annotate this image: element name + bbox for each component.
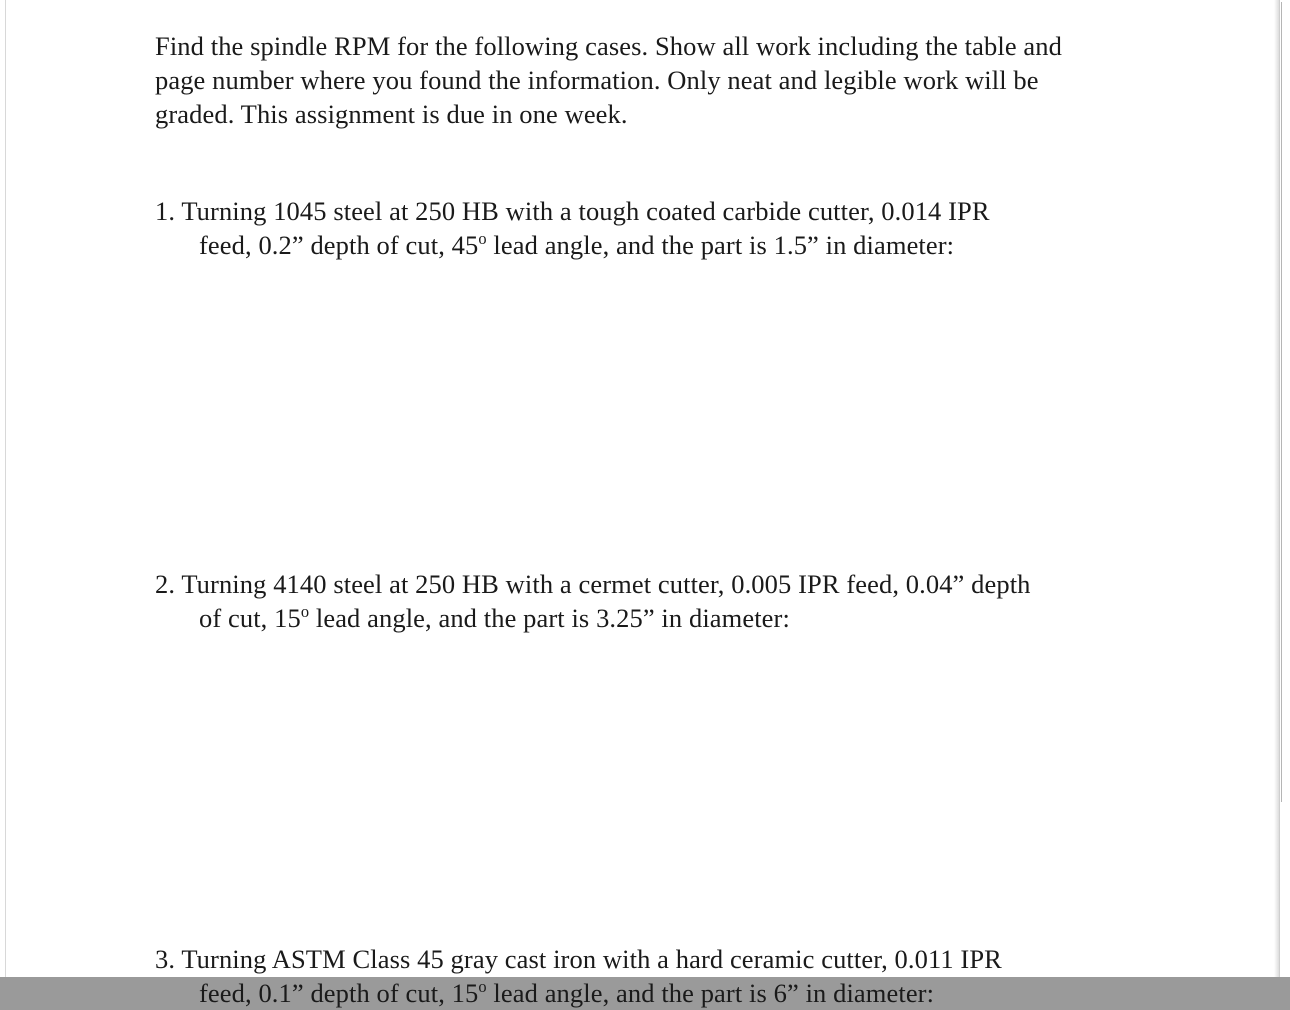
intro-paragraph: Find the spindle RPM for the following cases. Show all work including the table and page number where you found the information. Only neat and legible work will be graded. This assignment is due in one week. bbox=[155, 30, 1062, 129]
problem-3-line-1 bbox=[155, 942, 1145, 976]
problem-3-text-1: Turning ASTM Class 45 gray cast iron with a hard ceramic cutter, 0.011 IPR bbox=[181, 943, 1002, 974]
problem-1-text-1: Turning 1045 steel at 250 HB with a tough coated carbide cutter, 0.014 IPR bbox=[181, 195, 990, 226]
problem-2-line-2 bbox=[155, 601, 1120, 635]
problem-3-text-2b: lead angle, and the part is 6” in diameter: bbox=[486, 977, 935, 1008]
problem-1-number: 1. bbox=[155, 195, 176, 226]
problem-2-text-2a: of cut, 15 bbox=[199, 602, 301, 633]
problem-2-line-1 bbox=[155, 567, 1120, 601]
problem-item-1 bbox=[155, 194, 1145, 262]
problem-2-number: 2. bbox=[155, 568, 176, 599]
problem-1-line-1 bbox=[155, 194, 1145, 228]
page-right-margin bbox=[1279, 0, 1290, 977]
scrollbar-thumb[interactable] bbox=[1281, 2, 1289, 802]
problem-3-line-2 bbox=[155, 976, 1145, 1010]
problem-3-number: 3. bbox=[155, 943, 176, 974]
degree-symbol-icon: o bbox=[300, 601, 310, 621]
problem-item-2 bbox=[155, 567, 1120, 635]
document-body bbox=[155, 0, 1145, 1010]
problem-item-3 bbox=[155, 942, 1145, 1010]
page-left-margin bbox=[0, 0, 6, 977]
problem-1-text-2a: feed, 0.2” depth of cut, 45 bbox=[199, 229, 479, 260]
degree-symbol-icon: o bbox=[478, 976, 487, 996]
problem-1-text-2b: lead angle, and the part is 1.5” in diameter: bbox=[486, 229, 955, 260]
degree-symbol-icon: o bbox=[478, 228, 487, 248]
problem-2-text-1: Turning 4140 steel at 250 HB with a cermet cutter, 0.005 IPR feed, 0.04” depth bbox=[181, 568, 1031, 599]
problem-3-text-2a: feed, 0.1” depth of cut, 15 bbox=[199, 977, 479, 1008]
scrollbar-track[interactable] bbox=[1280, 0, 1290, 977]
problem-1-line-2 bbox=[155, 228, 1145, 262]
problem-2-text-2b: lead angle, and the part is 3.25” in diameter: bbox=[309, 602, 790, 633]
